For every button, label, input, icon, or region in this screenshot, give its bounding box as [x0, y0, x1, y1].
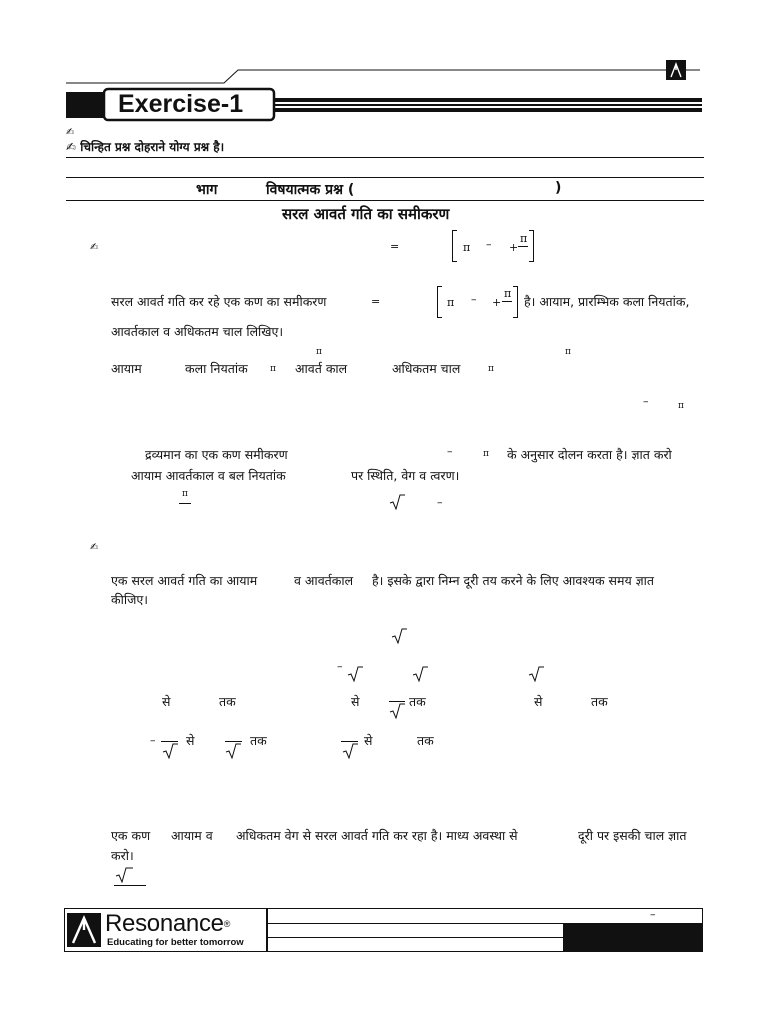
pencil-icon: ✍	[90, 242, 99, 253]
q4-text: एक सरल आवर्त गति का आयाम	[111, 573, 258, 588]
topic-title: सरल आवर्त गति का समीकरण	[282, 205, 450, 223]
minus-sign: –	[150, 734, 156, 747]
fraction-bar	[114, 885, 146, 886]
sqrt-sign	[342, 743, 358, 759]
minus-sign: –	[337, 660, 343, 673]
q2-text: आवर्तकाल व अधिकतम चाल लिखिए।	[111, 324, 284, 339]
q3-text: के अनुसार दोलन करता है। ज्ञात करो	[507, 447, 672, 462]
footer-logo-divider	[266, 908, 268, 952]
pencil-icon: ✍	[66, 127, 75, 138]
minus-sign: –	[471, 293, 477, 306]
footer-black-block	[563, 923, 703, 952]
pi-symbol: π	[488, 364, 494, 374]
label-from: से	[351, 694, 360, 709]
minus-sign: –	[643, 395, 649, 408]
note-repeatable: ✍ चिन्हित प्रश्न दोहराने योग्य प्रश्न है।	[66, 140, 225, 154]
q4-text: व आवर्तकाल	[294, 573, 354, 588]
pi-symbol: π	[565, 347, 571, 357]
pencil-icon: ✍	[90, 542, 99, 553]
bracket-right	[513, 286, 518, 318]
fraction-bar	[518, 246, 528, 247]
sqrt-sign	[225, 743, 241, 759]
bracket-right	[529, 230, 534, 262]
equals-sign: =	[390, 240, 400, 253]
divider	[66, 157, 704, 158]
fraction-bar	[161, 741, 178, 742]
fraction-bar	[389, 701, 405, 702]
pi-symbol: π	[270, 364, 276, 374]
exercise-title: Exercise-1	[118, 90, 244, 118]
sqrt-sign	[115, 867, 133, 883]
q4-text: है। इसके द्वारा निम्न दूरी तय करने के लिए आवश्यक समय ज्ञात	[372, 573, 655, 588]
label-to: तक	[409, 694, 426, 709]
plus-sign: +	[492, 296, 502, 309]
q3-text: द्रव्यमान का एक कण समीकरण	[145, 447, 288, 462]
sqrt-sign	[389, 494, 405, 510]
pi-symbol: π	[447, 296, 455, 309]
plus-sign: +	[509, 241, 519, 254]
sqrt-sign	[162, 743, 178, 759]
footer-dash: –	[650, 908, 656, 921]
pi-numerator: π	[504, 287, 512, 300]
bracket-left	[452, 230, 457, 262]
resonance-logo-icon	[67, 913, 101, 947]
minus-sign: –	[447, 445, 453, 458]
q5-text: आयाम व	[171, 828, 213, 843]
answer-period: आवर्त काल	[295, 361, 348, 376]
label-to: तक	[417, 733, 434, 748]
q5-text: करो।	[111, 848, 134, 863]
header-rules	[0, 0, 768, 130]
pi-symbol: π	[483, 449, 489, 459]
logo-text	[105, 911, 230, 937]
q5-text: अधिकतम वेग से सरल आवर्त गति कर रहा है। माध्य अवस्था से	[236, 828, 518, 843]
fraction-bar	[225, 741, 242, 742]
sqrt-sign	[412, 666, 428, 682]
pi-symbol: π	[463, 241, 471, 254]
divider	[66, 200, 704, 201]
q5-text: दूरी पर इसकी चाल ज्ञात	[578, 828, 687, 843]
logo-tagline: Educating for better tomorrow	[107, 937, 244, 948]
label-from: से	[534, 694, 543, 709]
answer-phase: कला नियतांक	[185, 361, 248, 376]
answer-max-speed: अधिकतम चाल	[392, 361, 461, 376]
sqrt-sign	[391, 628, 407, 644]
bracket-left	[437, 286, 442, 318]
pi-numerator: π	[520, 232, 528, 245]
pi-numerator: π	[182, 489, 188, 499]
answer-amplitude: आयाम	[111, 361, 142, 376]
label-to: तक	[250, 733, 267, 748]
part-close: )	[555, 180, 562, 196]
registered-mark: ®	[223, 919, 231, 929]
label-from: से	[162, 694, 171, 709]
part-label: भाग	[196, 182, 218, 198]
q2-text: सरल आवर्त गति कर रहे एक कण का समीकरण	[111, 294, 327, 309]
q3-text: आयाम आवर्तकाल व बल नियतांक	[131, 468, 286, 483]
q3-text: पर स्थिति, वेग व त्वरण।	[351, 468, 460, 483]
minus-sign: –	[437, 496, 443, 509]
q2-text: है। आयाम, प्रारम्भिक कला नियतांक,	[524, 294, 690, 309]
label-to: तक	[591, 694, 608, 709]
sqrt-sign	[389, 703, 405, 719]
label-to: तक	[219, 694, 236, 709]
part-title: विषयात्मक प्रश्न (	[266, 182, 355, 198]
equals-sign: =	[371, 295, 381, 308]
q5-text: एक कण	[111, 828, 151, 843]
fraction-bar	[502, 301, 512, 302]
q4-text: कीजिए।	[111, 592, 149, 607]
label-from: से	[186, 733, 195, 748]
label-from: से	[364, 733, 373, 748]
fraction-bar	[179, 503, 191, 504]
fraction-bar	[341, 741, 358, 742]
pi-symbol: π	[678, 401, 684, 411]
sqrt-sign	[528, 666, 544, 682]
minus-sign: –	[486, 238, 492, 251]
pi-symbol: π	[316, 347, 322, 357]
divider	[66, 177, 704, 178]
sqrt-sign	[347, 666, 363, 682]
logo-wordmark: Resonance	[105, 910, 224, 937]
